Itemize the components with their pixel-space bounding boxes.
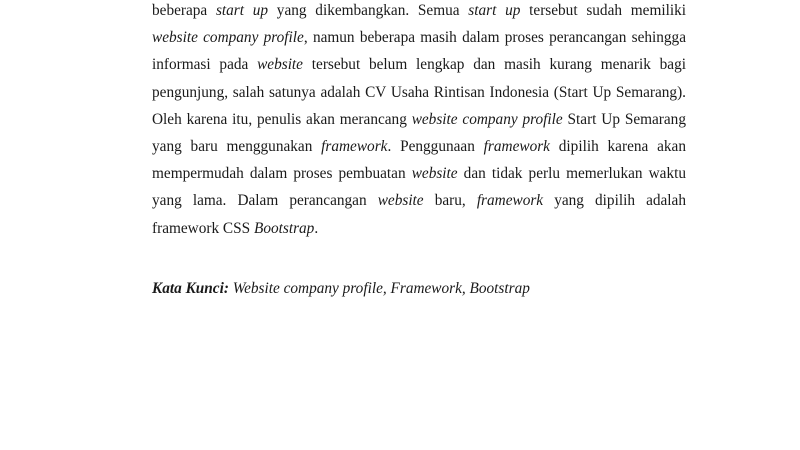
abstract-italic-term: framework — [483, 138, 550, 156]
abstract-text-run: dan tidak perlu memerlukan waktu yang lama. Dalam perancangan — [152, 165, 687, 210]
keywords-label: Kata Kunci: — [152, 280, 229, 297]
abstract-text-run: , namun beberapa masih dalam proses perancangan sehingga informasi pada — [152, 29, 686, 74]
abstract-text-run: yang dipilih adalah framework CSS — [152, 192, 686, 237]
abstract-text-run: tersebut belum lengkap dan masih kurang menarik bagi pengunjung, salah satunya adalah CV Usaha Rintisan Indonesia (Start Up Semarang). Oleh karena itu, penulis akan merancang — [152, 56, 686, 128]
abstract-italic-term: website — [377, 192, 424, 210]
abstract-text-run: . Penggunaan — [387, 138, 484, 156]
abstract-italic-term: website company profile — [411, 110, 563, 128]
abstract-paragraph — [152, 0, 686, 242]
keywords-line — [152, 275, 712, 302]
abstract-text-run: tersebut sudah memiliki — [520, 2, 686, 19]
abstract-text-run: yang dikembangkan. Semua — [268, 2, 469, 19]
abstract-italic-term: website — [411, 165, 458, 183]
abstract-text-run: Start Up Semarang yang baru menggunakan — [152, 110, 686, 156]
abstract-text-run: baru, — [423, 192, 477, 210]
abstract-italic-term: website — [257, 56, 303, 74]
abstract-italic-term: start up — [215, 2, 269, 19]
abstract-text-run: dipilih karena akan mempermudah dalam proses pembuatan — [152, 138, 686, 183]
abstract-italic-term: framework — [321, 138, 388, 156]
abstract-text-run: . — [314, 219, 319, 237]
abstract-italic-term: framework — [476, 192, 544, 210]
abstract-italic-term: Bootstrap — [253, 219, 315, 237]
abstract-italic-term: start up — [468, 2, 521, 19]
abstract-text-run: beberapa — [152, 2, 216, 19]
abstract-italic-term: website company profile — [152, 29, 304, 47]
keywords-terms: Website company profile, Framework, Bootstrap — [232, 280, 530, 297]
